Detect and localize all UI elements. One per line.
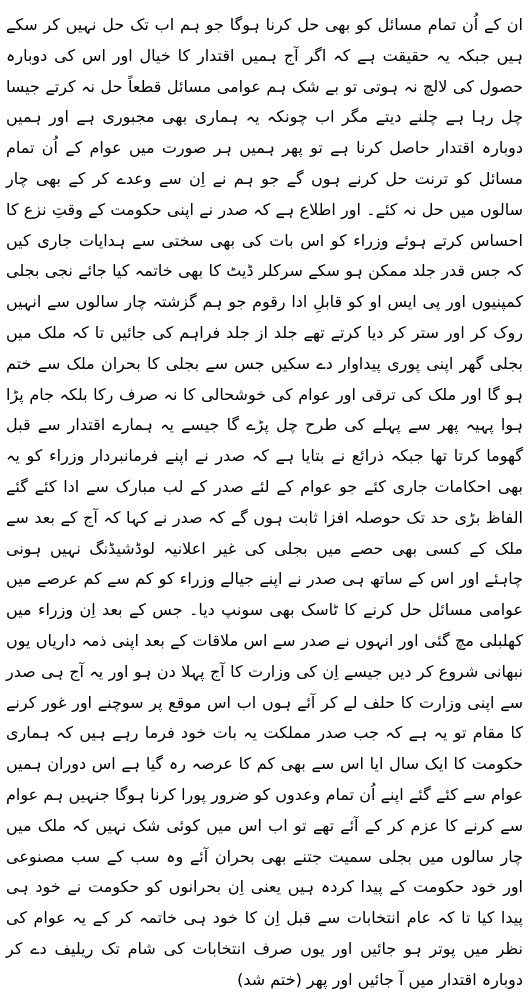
article-body-text: ان کے اُن تمام مسائل کو بھی حل کرنا ہوگا جو ہم اب تک حل نہیں کر سکے ہیں جبکہ یہ حقیقت ہے کہ اگر آج ہمیں اقتدار کا خیال اور اس کی دوبارہ حصول کی لالچ نہ ہوتی تو بے شک ہم عوامی مسائل قطعاً حل نہ کرتے جیسا چل رہا ہے چلنے دیتے مگر اب چونکہ یہ ہماری بھی مجبوری ہے اور ہمیں دوبارہ اقتدار حاصل کرنا ہے تو پھر ہمیں ہر صورت میں عوام کے اُن تمام مسائل کو ترنت حل کرنے ہوں گے جو ہم نے اِن سے وعدے کر کے بھی چار سالوں میں حل نہ کئے۔ اور اطلاع ہے کہ صدر نے اپنی حکومت کے وقتِ نزع کا احساس کرتے ہوئے وزراء کو اس بات کی بھی سختی سے ہدایات جاری کیں کہ جس قدر جلد ممکن ہو سکے سرکلر ڈیٹ کا بھی خاتمہ کیا جائے نجی بجلی کمپنیوں اور پی ایس او کو قابلِ ادا رقوم جو ہم گزشتہ چار سالوں سے انہیں روک کر اور ستر کر دیا کرتے تھے جلد از جلد فراہم کی جائیں تا کہ ملک میں بجلی گھر اپنی پوری پیداوار دے سکیں جس سے بجلی کا بحران ملک سے ختم ہو گا اور ملک کی ترقی اور عوام کی خوشحالی کا نہ صرف رکا بلکہ جام پڑا ہوا پہیہ پھر سے پہلے کی طرح چل پڑے گا جیسے یہ ہمارے اقتدار سے قبل گھوما کرتا تھا جبکہ ذرائع نے بتایا ہے کہ صدر نے اپنے فرمانبردار وزراء کو یہ بھی احکامات جاری کئے جو عوام کے لئے صدر کے لب مبارک سے ادا کئے گئے الفاظ بڑی حد تک حوصلہ افزا ثابت ہوں گے کہ صدر نے کہا کہ آج کے بعد سے ملک کے کسی بھی حصے میں بجلی کی غیر اعلانیہ لوڈشیڈنگ نہیں ہونی چاہئے اور اس کے ساتھ ہی صدر نے اپنے جیالے وزراء کو کم سے کم عرصے میں عوامی مسائل حل کرنے کا ٹاسک بھی سونپ دیا۔ جس کے بعد اِن وزراء میں کھلبلی مچ گئی اور انہوں نے صدر سے اس ملاقات کے بعد اپنی ذمہ داریاں یوں نبھانی شروع کر دیں جیسے اِن کی وزارت کا آج پہلا دن ہو اور یہ آج ہی صدر سے اپنی وزارت کا حلف لے کر آئے ہوں اب اس موقع پر سوچنے اور غور کرنے کا مقام تو یہ ہے کہ جب صدر مملکت یہ بات خود فرما رہے ہیں کہ ہماری حکومت کا ایک سال ایا اس سے بھی کم کا عرصہ رہ گیا ہے اس دوران ہمیں عوام سے کئے گئے اپنے اُن تمام وعدوں کو ضرور پورا کرنا ہوگا جنہیں ہم عوام سے کرنے کا عزم کر کے آئے تھے تو اب اس میں کوئی شک نہیں کہ ملک میں چار سالوں میں بجلی سمیت جتنے بھی بحران آئے وہ سب کے سب مصنوعی اور خود حکومت کے پیدا کردہ ہیں یعنی اِن بحرانوں کو حکومت نے خود ہی پیدا کیا تا کہ عام انتخابات سے قبل اِن کا خود ہی خاتمہ کر کے یہ عوام کی نظر میں پوتر ہو جائیں اور یوں صرف انتخابات کی شام تک ریلیف دے کر دوبارہ اقتدار میں آ جائیں اور پھر (ختم شد)	[6, 15, 523, 989]
newspaper-column	[6, 10, 523, 989]
